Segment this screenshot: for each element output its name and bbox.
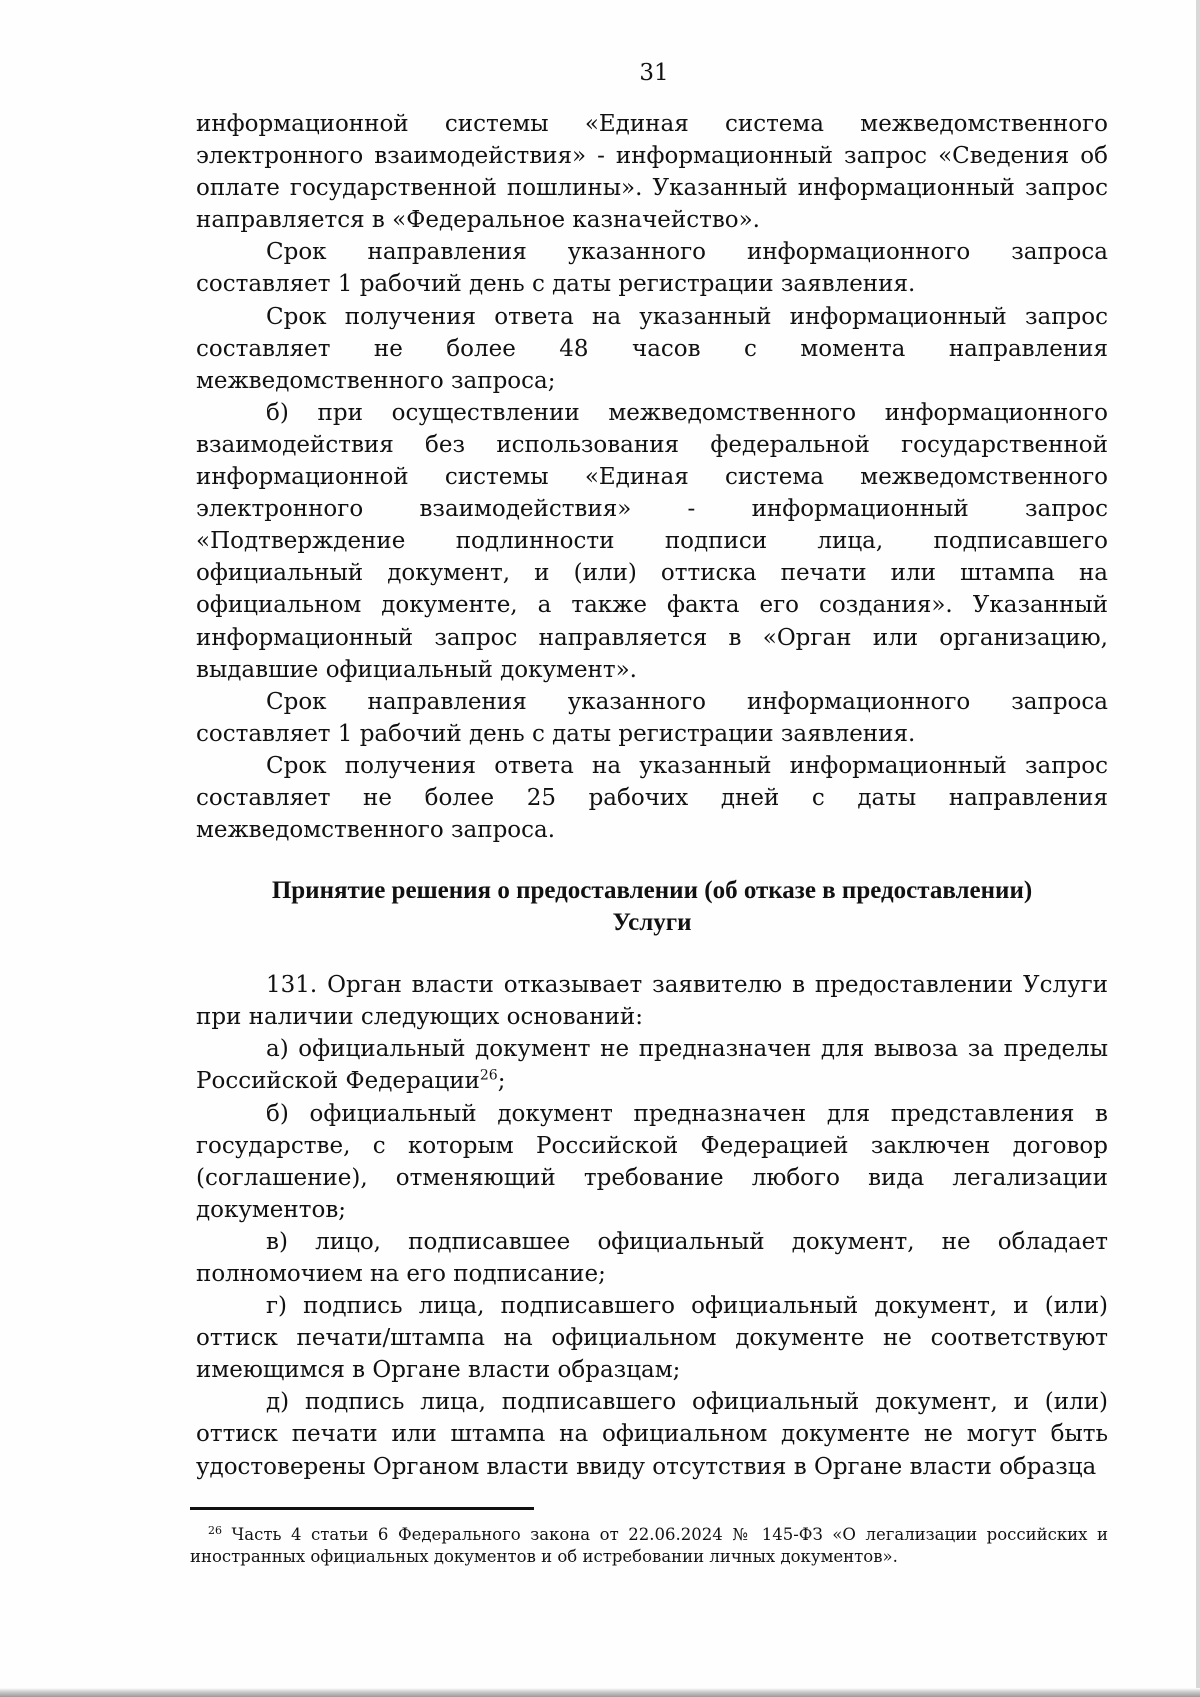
scan-edge-right <box>1196 0 1200 1697</box>
paragraph: Срок направления указанного информационного запроса составляет 1 рабочий день с даты регистрации заявления. <box>196 688 1108 747</box>
paragraph-text: а) официальный документ не предназначен для вывоза за пределы Российской Федерации <box>196 1036 1108 1095</box>
paragraph: Срок получения ответа на указанный информационный запрос составляет не более 48 часов с момента направления межведомственного запроса; <box>196 303 1108 394</box>
paragraph: Срок направления указанного информационного запроса составляет 1 рабочий день с даты регистрации заявления. <box>196 239 1108 298</box>
paragraph: б) официальный документ предназначен для представления в государстве, с которым Российской Федерацией заключен договор (соглашение), отменяющий требование любого вида легализации документов; <box>196 1100 1108 1223</box>
scan-edge-bottom <box>0 1688 1200 1697</box>
paragraph: Срок получения ответа на указанный информационный запрос составляет не более 25 рабочих дней с даты направления межведомственного запроса. <box>196 752 1108 844</box>
footnote-text: Часть 4 статьи 6 Федерального закона от 22.06.2024 № 145-ФЗ «О легализации российских и иностранных официальных документов и об истребовании личных документов». <box>190 1525 1109 1566</box>
section-heading-line-2: Услуги <box>612 909 692 937</box>
footnote-separator <box>190 1507 534 1510</box>
paragraph: 131. Орган власти отказывает заявителю в предоставлении Услуги при наличии следующих оснований: <box>196 972 1108 1031</box>
paragraph-with-footnote <box>196 1033 1108 1097</box>
paragraph: б) при осуществлении межведомственного информационного взаимодействия без использования федеральной государственной информационной системы «Единая система межведомственного электронного взаимодействия» - информационный запрос «Подтверждение подлинности подписи лица, подписавшего официальный документ, и (или) оттиска печати или штампа на официальном документе, а также факта его создания». Указанный информационный запрос направляется в «Орган или организацию, выдавшие официальный документ». <box>196 399 1108 683</box>
paragraph: в) лицо, подписавшее официальный документ, не обладает полномочием на его подписание; <box>196 1228 1108 1287</box>
paragraph: г) подпись лица, подписавшего официальный документ, и (или) оттиск печати/штампа на официальном документе не соответствуют имеющимся в Органе власти образцам; <box>196 1293 1108 1384</box>
paragraph: д) подпись лица, подписавшего официальный документ, и (или) оттиск печати или штампа на официальном документе не могут быть удостоверены Органом власти ввиду отсутствия в Органе власти образца <box>196 1389 1108 1480</box>
footnote <box>190 1524 1108 1568</box>
page-number: 31 <box>639 60 669 86</box>
paragraph-tail: ; <box>497 1068 506 1095</box>
section-heading <box>196 875 1108 939</box>
footnote-reference: 26 <box>479 1067 498 1084</box>
body-text <box>196 108 1108 1483</box>
footnote-mark: 26 <box>208 1523 222 1537</box>
paragraph: информационной системы «Единая система межведомственного электронного взаимодействия» - информационный запрос «Сведения об оплате государственной пошлины». Указанный информационный запрос направляется в «Федеральное казначейство». <box>196 111 1108 234</box>
section-heading-line-1: Принятие решения о предоставлении (об отказе в предоставлении) <box>271 877 1033 905</box>
